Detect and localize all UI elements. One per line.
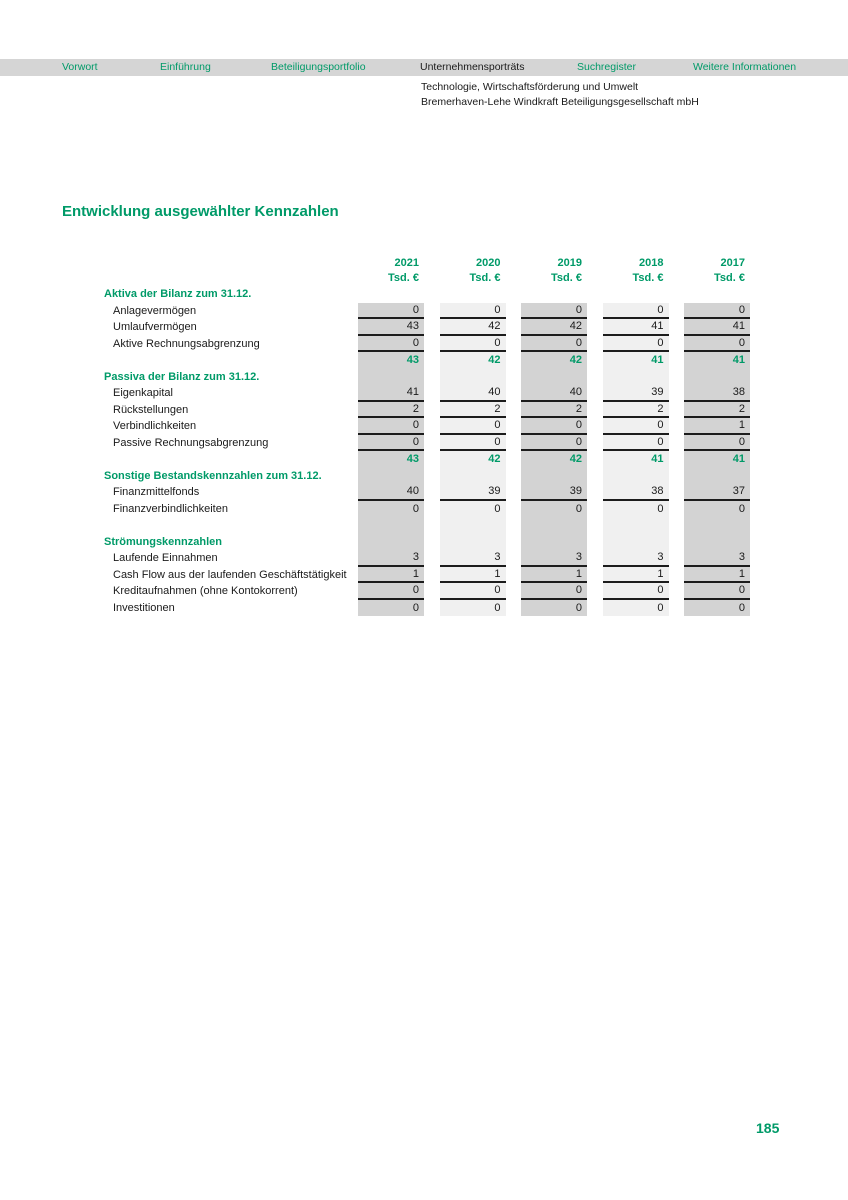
value-cell: 41: [684, 352, 750, 369]
table-row: [0, 484, 750, 501]
column-year: 2020: [476, 257, 501, 269]
nav-item-unternehmensportraets[interactable]: Unternehmensporträts: [420, 61, 525, 73]
page-number: 185: [756, 1120, 780, 1136]
value-cell: 39: [440, 484, 506, 501]
table-row: [0, 319, 750, 336]
value-cell: 41: [603, 319, 669, 336]
value-cell: 0: [358, 336, 424, 353]
column-unit: Tsd. €: [388, 272, 419, 284]
value-cell: 0: [358, 303, 424, 320]
value-cell: [440, 534, 506, 551]
value-cell: 42: [440, 352, 506, 369]
value-cell: 0: [440, 435, 506, 452]
row-label: Strömungskennzahlen: [104, 535, 222, 548]
column-unit: Tsd. €: [714, 272, 745, 284]
table-row: [0, 286, 750, 303]
value-cell: [603, 517, 669, 534]
value-cell: 1: [440, 567, 506, 584]
value-cell: [684, 286, 750, 303]
value-cell: [603, 534, 669, 551]
column-year: 2017: [720, 257, 745, 269]
column-unit: Tsd. €: [551, 272, 582, 284]
row-label: Aktive Rechnungsabgrenzung: [113, 337, 260, 350]
table-row: [0, 402, 750, 419]
table-row: [0, 468, 750, 485]
value-cell: 0: [521, 435, 587, 452]
value-cell: [358, 517, 424, 534]
value-cell: [603, 369, 669, 386]
value-cell: 39: [603, 385, 669, 402]
value-cell: [603, 468, 669, 485]
value-cell: 40: [440, 385, 506, 402]
column-header: [603, 256, 669, 286]
value-cell: 0: [358, 501, 424, 518]
value-cell: 0: [358, 435, 424, 452]
value-cell: 2: [603, 402, 669, 419]
value-cell: 42: [440, 451, 506, 468]
value-cell: 3: [521, 550, 587, 567]
column-year: 2021: [394, 257, 419, 269]
table-row: [0, 550, 750, 567]
table-row: [0, 418, 750, 435]
table-row: [0, 583, 750, 600]
value-cell: 0: [521, 418, 587, 435]
value-cell: 0: [440, 303, 506, 320]
value-cell: [684, 369, 750, 386]
table-row: [0, 517, 750, 534]
column-year: 2019: [557, 257, 582, 269]
column-year: 2018: [639, 257, 664, 269]
row-label: Finanzverbindlichkeiten: [113, 502, 228, 515]
row-label: Passive Rechnungsabgrenzung: [113, 436, 269, 449]
value-cell: 0: [603, 600, 669, 617]
value-cell: [440, 286, 506, 303]
nav-item-beteiligungsportfolio[interactable]: Beteiligungsportfolio: [271, 61, 366, 73]
table-row: [0, 534, 750, 551]
value-cell: [358, 534, 424, 551]
value-cell: 0: [684, 600, 750, 617]
row-label: [0, 451, 358, 468]
value-cell: [521, 369, 587, 386]
value-cell: [521, 534, 587, 551]
value-cell: 3: [603, 550, 669, 567]
value-cell: 42: [440, 319, 506, 336]
value-cell: 43: [358, 352, 424, 369]
row-label: Sonstige Bestandskennzahlen zum 31.12.: [104, 469, 322, 482]
value-cell: 0: [440, 600, 506, 617]
row-label: Investitionen: [113, 601, 175, 614]
value-cell: 0: [358, 418, 424, 435]
value-cell: 42: [521, 319, 587, 336]
value-cell: 41: [603, 451, 669, 468]
value-cell: [684, 468, 750, 485]
value-cell: 0: [684, 435, 750, 452]
value-cell: 2: [684, 402, 750, 419]
running-head: [421, 80, 699, 110]
value-cell: 0: [440, 501, 506, 518]
value-cell: 0: [603, 501, 669, 518]
value-cell: [358, 468, 424, 485]
value-cell: 3: [358, 550, 424, 567]
table-row: [0, 385, 750, 402]
value-cell: [440, 369, 506, 386]
row-label: Kreditaufnahmen (ohne Kontokorrent): [113, 585, 298, 598]
nav-item-suchregister[interactable]: Suchregister: [577, 61, 636, 73]
value-cell: 39: [521, 484, 587, 501]
value-cell: [684, 517, 750, 534]
value-cell: 0: [440, 336, 506, 353]
top-nav-bar: [0, 59, 848, 76]
value-cell: 3: [440, 550, 506, 567]
value-cell: 0: [358, 583, 424, 600]
value-cell: 37: [684, 484, 750, 501]
row-label: Passiva der Bilanz zum 31.12.: [104, 370, 260, 383]
value-cell: 0: [521, 501, 587, 518]
nav-item-weitere-informationen[interactable]: Weitere Informationen: [693, 61, 797, 73]
value-cell: 0: [603, 583, 669, 600]
row-label: Laufende Einnahmen: [113, 552, 218, 565]
value-cell: 3: [684, 550, 750, 567]
table-row: [0, 352, 750, 369]
row-label: Finanzmittelfonds: [113, 486, 200, 499]
value-cell: 43: [358, 319, 424, 336]
value-cell: 2: [521, 402, 587, 419]
table-row: [0, 451, 750, 468]
value-cell: 0: [684, 501, 750, 518]
value-cell: 41: [358, 385, 424, 402]
value-cell: 0: [440, 418, 506, 435]
row-label: Eigenkapital: [113, 387, 173, 400]
column-header: [358, 256, 424, 286]
table-row: [0, 501, 750, 518]
value-cell: 1: [684, 418, 750, 435]
value-cell: 0: [521, 336, 587, 353]
value-cell: 1: [684, 567, 750, 584]
row-label: Rückstellungen: [113, 403, 189, 416]
row-label: Aktiva der Bilanz zum 31.12.: [104, 288, 252, 301]
value-cell: [521, 517, 587, 534]
row-label: Umlaufvermögen: [113, 321, 197, 334]
table-row: [0, 567, 750, 584]
value-cell: 43: [358, 451, 424, 468]
value-cell: 0: [603, 418, 669, 435]
value-cell: 1: [358, 567, 424, 584]
table-row: [0, 336, 750, 353]
running-head-department: Technologie, Wirtschaftsförderung und Umwelt: [421, 81, 639, 93]
value-cell: [358, 286, 424, 303]
value-cell: 2: [358, 402, 424, 419]
value-cell: 0: [684, 583, 750, 600]
row-label: Anlagevermögen: [113, 304, 197, 317]
value-cell: 41: [603, 352, 669, 369]
value-cell: 0: [684, 303, 750, 320]
value-cell: 2: [440, 402, 506, 419]
value-cell: 0: [603, 435, 669, 452]
column-unit: Tsd. €: [632, 272, 664, 284]
value-cell: [440, 517, 506, 534]
value-cell: 38: [603, 484, 669, 501]
value-cell: 41: [684, 451, 750, 468]
row-label: [0, 517, 358, 534]
running-head-company: Bremerhaven-Lehe Windkraft Beteiligungsgesellschaft mbH: [421, 96, 699, 108]
value-cell: [358, 369, 424, 386]
value-cell: [440, 468, 506, 485]
value-cell: [521, 468, 587, 485]
value-cell: 0: [440, 583, 506, 600]
value-cell: 41: [684, 319, 750, 336]
nav-item-vorwort[interactable]: Vorwort: [62, 61, 98, 73]
nav-item-einfuehrung[interactable]: Einführung: [160, 61, 211, 73]
table-row: [0, 369, 750, 386]
value-cell: 0: [521, 600, 587, 617]
value-cell: 38: [684, 385, 750, 402]
table-body: [0, 286, 750, 616]
table-row: [0, 600, 750, 617]
value-cell: 0: [603, 303, 669, 320]
column-header: [521, 256, 587, 286]
value-cell: 0: [684, 336, 750, 353]
value-cell: [521, 286, 587, 303]
page-title: Entwicklung ausgewählter Kennzahlen: [62, 203, 339, 220]
row-label: [0, 352, 358, 369]
row-label: Verbindlichkeiten: [113, 420, 197, 433]
value-cell: [684, 534, 750, 551]
value-cell: 40: [358, 484, 424, 501]
column-header: [440, 256, 506, 286]
value-cell: 1: [521, 567, 587, 584]
value-cell: 0: [521, 303, 587, 320]
value-cell: 0: [358, 600, 424, 617]
value-cell: [603, 286, 669, 303]
value-cell: 40: [521, 385, 587, 402]
value-cell: 42: [521, 451, 587, 468]
value-cell: 0: [521, 583, 587, 600]
value-cell: 0: [603, 336, 669, 353]
column-header: [684, 256, 750, 286]
value-cell: 42: [521, 352, 587, 369]
column-unit: Tsd. €: [469, 272, 501, 284]
table-row: [0, 435, 750, 452]
table-column-headers: [0, 256, 750, 286]
row-label: Cash Flow aus der laufenden Geschäftstätigkeit: [113, 568, 347, 581]
table-row: [0, 303, 750, 320]
value-cell: 1: [603, 567, 669, 584]
